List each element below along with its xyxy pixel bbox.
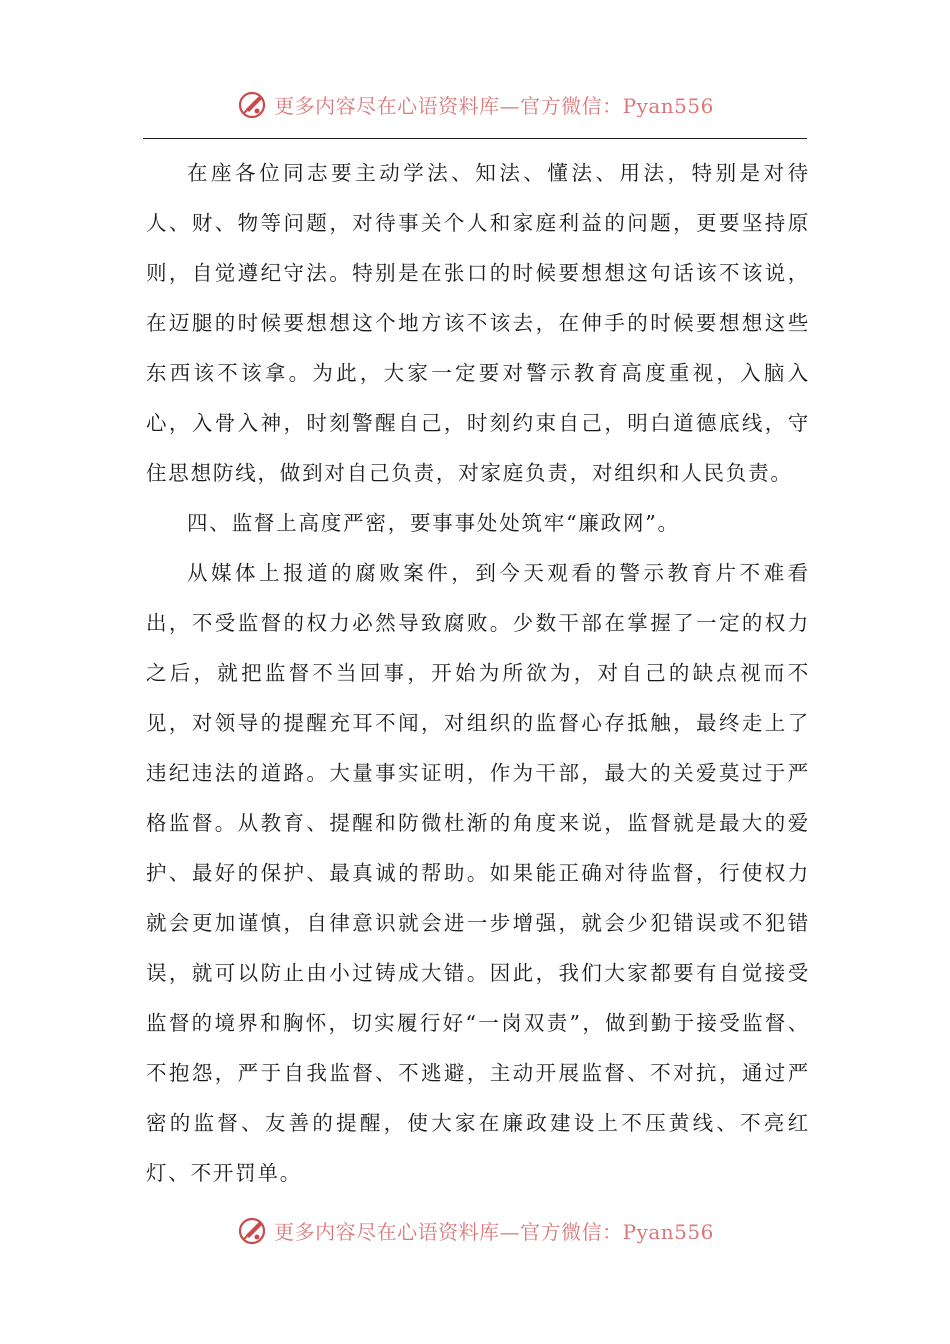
quill-pen-seal-icon [236, 87, 270, 121]
quill-pen-seal-icon [236, 1213, 270, 1247]
section-heading-4: 四、监督上高度严密，要事事处处筑牢“廉政网”。 [187, 511, 680, 535]
paragraph-1: 在座各位同志要主动学法、知法、懂法、用法，特别是对待人、财、物等问题，对待事关个人和家庭利益的问题，更要坚持原则，自觉遵纪守法。特别是在张口的时候要想想这句话该不该说，在迈腿的时候要想想这个地方该不该去，在伸手的时候要想想这些东西该不该拿。为此，大家一定要对警示教育高度重视，入脑入心，入骨入神，时刻警醒自己，时刻约束自己，明白道德底线，守住思想防线，做到对自己负责，对家庭负责，对组织和人民负责。 [146, 161, 810, 485]
document-body [146, 148, 810, 1198]
header-banner-text: 更多内容尽在心语资料库—官方微信：Pyan556 [274, 93, 714, 118]
paragraph-2: 从媒体上报道的腐败案件，到今天观看的警示教育片不难看出，不受监督的权力必然导致腐败。少数干部在掌握了一定的权力之后，就把监督不当回事，开始为所欲为，对自己的缺点视而不见，对领导的提醒充耳不闻，对组织的监督心存抵触，最终走上了违纪违法的道路。大量事实证明，作为干部，最大的关爱莫过于严格监督。从教育、提醒和防微杜渐的角度来说，监督就是最大的爱护、最好的保护、最真诚的帮助。如果能正确对待监督，行使权力就会更加谨慎，自律意识就会进一步增强，就会少犯错误或不犯错误，就可以防止由小过铸成大错。因此，我们大家都要有自觉接受监督的境界和胸怀，切实履行好“一岗双责”，做到勤于接受监督、不抱怨，严于自我监督、不逃避，主动开展监督、不对抗，通过严密的监督、友善的提醒，使大家在廉政建设上不压黄线、不亮红灯、不开罚单。 [146, 561, 810, 1185]
footer-banner [0, 1210, 950, 1250]
header-divider [143, 138, 807, 139]
footer-banner-text: 更多内容尽在心语资料库—官方微信：Pyan556 [274, 1219, 714, 1244]
header-banner [0, 84, 950, 124]
